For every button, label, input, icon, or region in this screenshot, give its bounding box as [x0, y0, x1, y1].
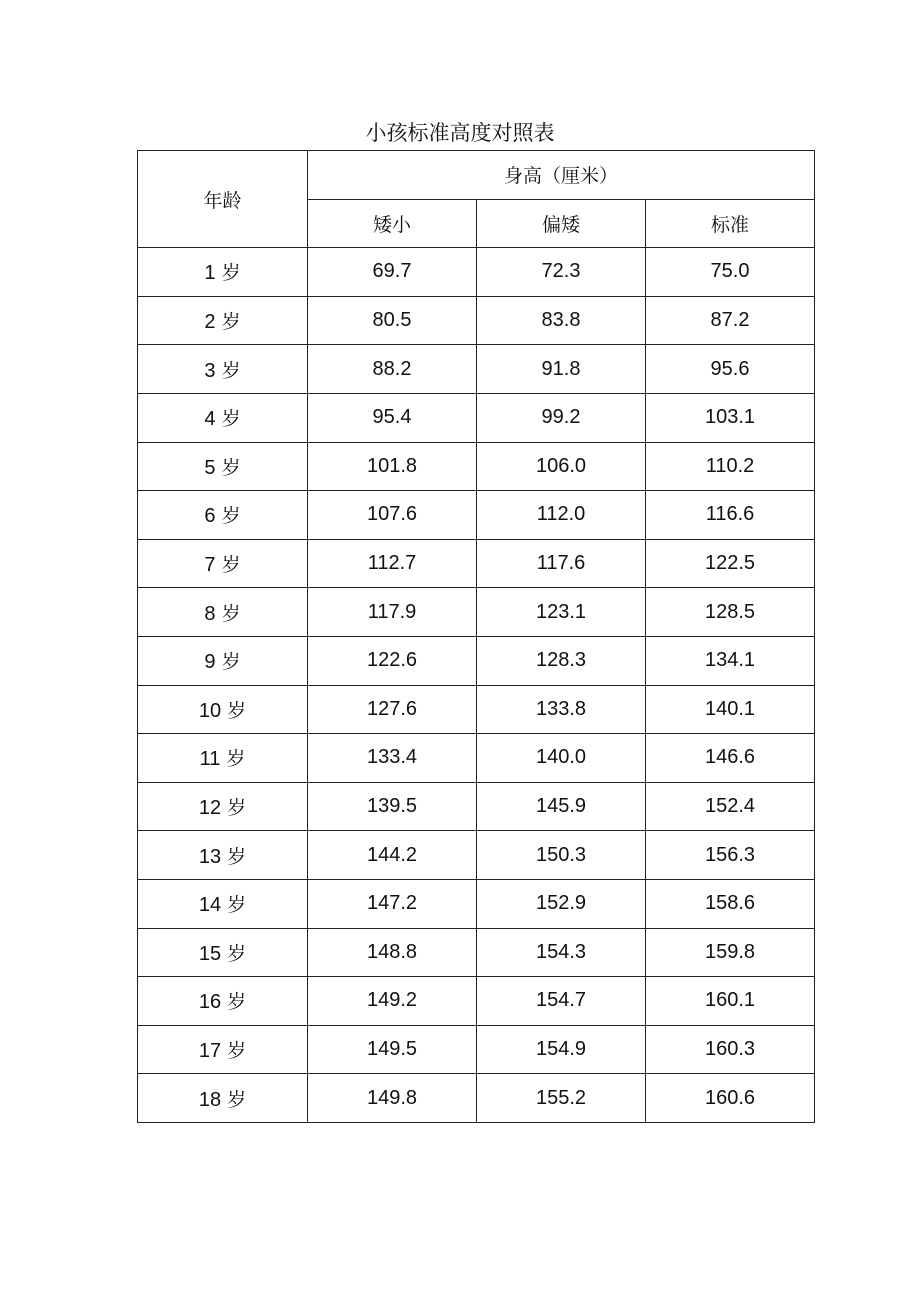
age-unit: 岁 — [227, 797, 247, 820]
slightly-short-height-cell: 123.1 — [477, 588, 646, 637]
age-value: 14 — [198, 894, 222, 917]
slightly-short-height-cell: 91.8 — [477, 345, 646, 394]
age-unit: 岁 — [221, 262, 241, 285]
header-row-group — [138, 151, 815, 200]
table-row — [138, 977, 815, 1026]
age-unit: 岁 — [221, 359, 241, 382]
short-height-cell: 149.8 — [308, 1074, 477, 1123]
short-height-cell: 139.5 — [308, 782, 477, 831]
table-row — [138, 879, 815, 928]
age-unit: 岁 — [221, 651, 241, 674]
age-value: 13 — [198, 845, 222, 868]
short-height-cell: 127.6 — [308, 685, 477, 734]
age-cell — [138, 782, 308, 831]
age-unit: 岁 — [227, 1088, 247, 1111]
age-cell — [138, 248, 308, 297]
table-row — [138, 588, 815, 637]
standard-column-header: 标准 — [646, 199, 815, 248]
age-unit: 岁 — [227, 1039, 247, 1062]
table-row — [138, 296, 815, 345]
age-unit: 岁 — [221, 408, 241, 431]
age-value: 4 — [204, 408, 216, 431]
age-value: 8 — [204, 602, 216, 625]
table-row — [138, 831, 815, 880]
age-cell — [138, 1074, 308, 1123]
age-value: 2 — [204, 311, 216, 334]
age-cell — [138, 879, 308, 928]
standard-height-cell: 103.1 — [646, 393, 815, 442]
age-unit: 岁 — [227, 942, 247, 965]
slightly-short-height-cell: 155.2 — [477, 1074, 646, 1123]
short-height-cell: 101.8 — [308, 442, 477, 491]
age-value: 5 — [204, 456, 216, 479]
table-row — [138, 491, 815, 540]
table-row — [138, 345, 815, 394]
age-value: 1 — [204, 262, 216, 285]
age-value: 17 — [198, 1039, 222, 1062]
age-value: 12 — [198, 797, 222, 820]
height-group-header: 身高（厘米） — [308, 151, 815, 200]
short-height-cell: 144.2 — [308, 831, 477, 880]
short-height-cell: 117.9 — [308, 588, 477, 637]
slightly-short-height-cell: 152.9 — [477, 879, 646, 928]
age-cell — [138, 685, 308, 734]
age-value: 16 — [198, 991, 222, 1014]
age-unit: 岁 — [221, 456, 241, 479]
standard-height-cell: 140.1 — [646, 685, 815, 734]
age-cell — [138, 491, 308, 540]
age-unit: 岁 — [227, 894, 247, 917]
age-cell — [138, 345, 308, 394]
short-height-cell: 80.5 — [308, 296, 477, 345]
age-value: 11 — [199, 748, 221, 771]
standard-height-cell: 158.6 — [646, 879, 815, 928]
table-row — [138, 782, 815, 831]
slightly-short-height-cell: 128.3 — [477, 636, 646, 685]
table-row — [138, 1074, 815, 1123]
age-unit: 岁 — [226, 748, 246, 771]
slightly-short-height-cell: 99.2 — [477, 393, 646, 442]
table-row — [138, 393, 815, 442]
age-unit: 岁 — [221, 311, 241, 334]
standard-height-cell: 146.6 — [646, 734, 815, 783]
standard-height-cell: 159.8 — [646, 928, 815, 977]
age-cell — [138, 296, 308, 345]
table-row — [138, 928, 815, 977]
age-value: 6 — [204, 505, 216, 528]
standard-height-cell: 110.2 — [646, 442, 815, 491]
age-value: 10 — [198, 699, 222, 722]
age-value: 7 — [204, 554, 216, 577]
table-row — [138, 442, 815, 491]
standard-height-cell: 87.2 — [646, 296, 815, 345]
slightly-short-height-cell: 117.6 — [477, 539, 646, 588]
age-unit: 岁 — [221, 505, 241, 528]
short-height-cell: 69.7 — [308, 248, 477, 297]
standard-height-cell: 95.6 — [646, 345, 815, 394]
standard-height-cell: 75.0 — [646, 248, 815, 297]
standard-height-cell: 152.4 — [646, 782, 815, 831]
short-height-cell: 149.2 — [308, 977, 477, 1026]
slightly-short-height-cell: 106.0 — [477, 442, 646, 491]
age-value: 15 — [198, 942, 222, 965]
table-row — [138, 1025, 815, 1074]
age-unit: 岁 — [221, 602, 241, 625]
slightly-short-height-cell: 145.9 — [477, 782, 646, 831]
table-body — [138, 151, 815, 1123]
standard-height-cell: 122.5 — [646, 539, 815, 588]
slightly-short-height-cell: 140.0 — [477, 734, 646, 783]
age-cell — [138, 442, 308, 491]
age-cell — [138, 636, 308, 685]
age-unit: 岁 — [221, 554, 241, 577]
short-height-cell: 147.2 — [308, 879, 477, 928]
slightly-short-height-cell: 154.3 — [477, 928, 646, 977]
table-row — [138, 734, 815, 783]
standard-height-cell: 160.3 — [646, 1025, 815, 1074]
short-height-cell: 133.4 — [308, 734, 477, 783]
age-unit: 岁 — [227, 845, 247, 868]
standard-height-cell: 156.3 — [646, 831, 815, 880]
age-value: 3 — [204, 359, 216, 382]
age-cell — [138, 928, 308, 977]
slightly-short-height-cell: 72.3 — [477, 248, 646, 297]
age-cell — [138, 734, 308, 783]
age-cell — [138, 977, 308, 1026]
short-height-cell: 107.6 — [308, 491, 477, 540]
standard-height-cell: 128.5 — [646, 588, 815, 637]
height-reference-table — [137, 150, 815, 1123]
age-cell — [138, 831, 308, 880]
slightly-short-height-cell: 133.8 — [477, 685, 646, 734]
slightly-short-height-cell: 154.9 — [477, 1025, 646, 1074]
short-height-cell: 95.4 — [308, 393, 477, 442]
short-column-header: 矮小 — [308, 199, 477, 248]
table-row — [138, 636, 815, 685]
table-row — [138, 539, 815, 588]
standard-height-cell: 116.6 — [646, 491, 815, 540]
slightly-short-column-header: 偏矮 — [477, 199, 646, 248]
slightly-short-height-cell: 112.0 — [477, 491, 646, 540]
age-unit: 岁 — [227, 991, 247, 1014]
slightly-short-height-cell: 150.3 — [477, 831, 646, 880]
age-cell — [138, 1025, 308, 1074]
age-column-header: 年龄 — [138, 151, 308, 248]
age-value: 18 — [198, 1088, 222, 1111]
short-height-cell: 122.6 — [308, 636, 477, 685]
page-title: 小孩标准高度对照表 — [365, 121, 555, 145]
age-cell — [138, 539, 308, 588]
slightly-short-height-cell: 154.7 — [477, 977, 646, 1026]
slightly-short-height-cell: 83.8 — [477, 296, 646, 345]
short-height-cell: 149.5 — [308, 1025, 477, 1074]
short-height-cell: 148.8 — [308, 928, 477, 977]
standard-height-cell: 160.6 — [646, 1074, 815, 1123]
age-unit: 岁 — [227, 699, 247, 722]
age-cell — [138, 588, 308, 637]
age-value: 9 — [204, 651, 216, 674]
age-cell — [138, 393, 308, 442]
short-height-cell: 112.7 — [308, 539, 477, 588]
table-row — [138, 685, 815, 734]
short-height-cell: 88.2 — [308, 345, 477, 394]
standard-height-cell: 160.1 — [646, 977, 815, 1026]
table-row — [138, 248, 815, 297]
standard-height-cell: 134.1 — [646, 636, 815, 685]
